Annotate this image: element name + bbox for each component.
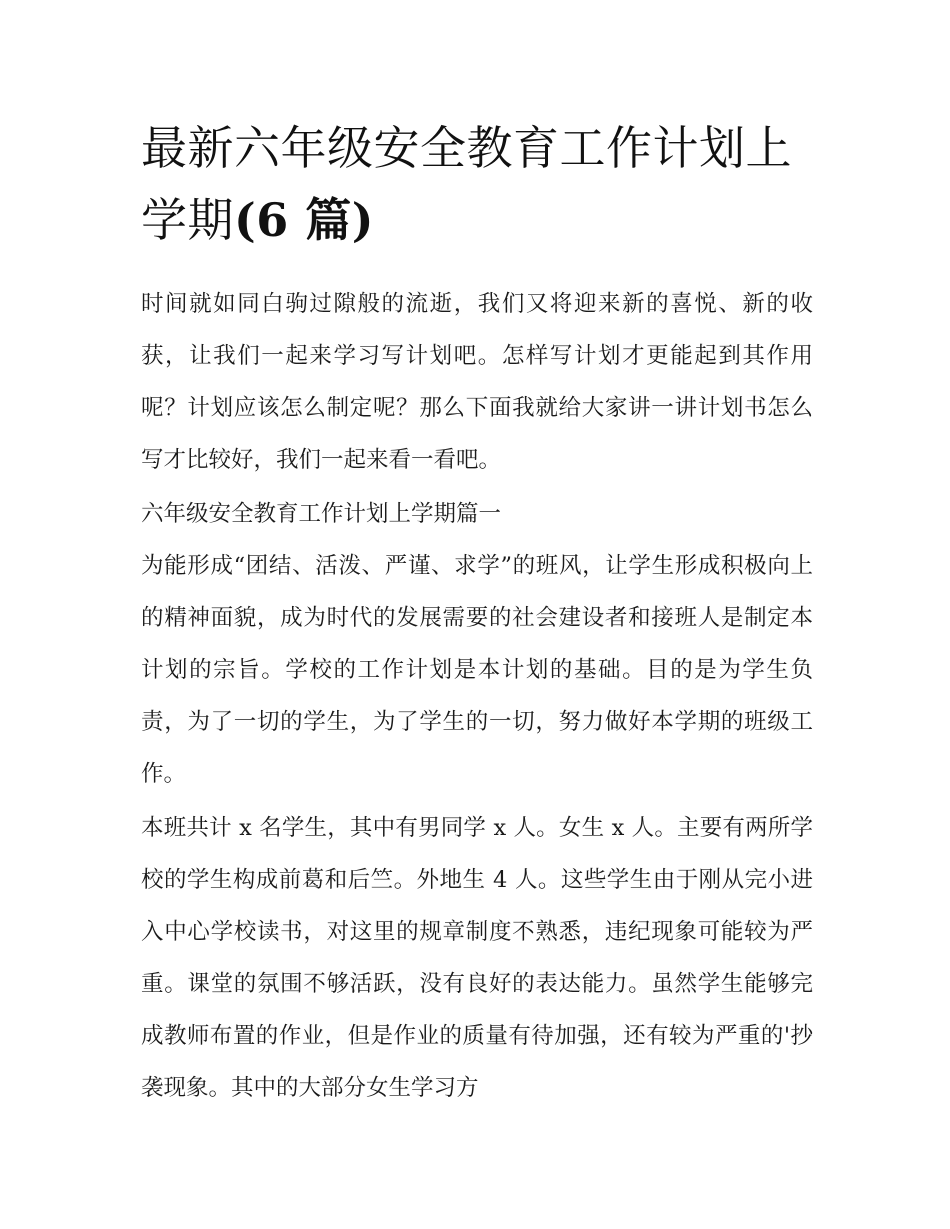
document-content — [141, 112, 813, 1116]
body-paragraph-1: 为能形成“团结、活泼、严谨、求学”的班风，让学生形成积极向上的精神面貌，成为时代的发展需要的社会建设者和接班人是制定本计划的宗旨。学校的工作计划是本计划的基础。目的是为学生负责，为了一切的学生，为了学生的一切，努力做好本学期的班级工作。 — [141, 553, 813, 787]
title-main: 最新六年级安全教育工作计划上学期 — [141, 121, 792, 247]
section-heading: 六年级安全教育工作计划上学期篇一 — [141, 501, 502, 527]
intro-paragraph: 时间就如同白驹过隙般的流逝，我们又将迎来新的喜悦、新的收获，让我们一起来学习写计划吧。怎样写计划才更能起到其作用呢？计划应该怎么制定呢？那么下面我就给大家讲一讲计划书怎么写才比较好，我们一起来看一看吧。 — [141, 291, 813, 473]
document-body — [141, 278, 813, 1114]
document-title — [141, 112, 813, 256]
title-suffix: (6 篇) — [234, 193, 375, 247]
body-paragraph-2: 本班共计 x 名学生，其中有男同学 x 人。女生 x 人。主要有两所学校的学生构成前葛和后竺。外地生 4 人。这些学生由于刚从完小进入中心学校读书，对这里的规章制度不熟悉，违纪现象可能较为严重。课堂的氛围不够活跃，没有良好的表达能力。虽然学生能够完成教师布置的作业，但是作业的质量有待加强，还有较为严重的'抄袭现象。其中的大部分女生学习方 — [141, 815, 813, 1101]
